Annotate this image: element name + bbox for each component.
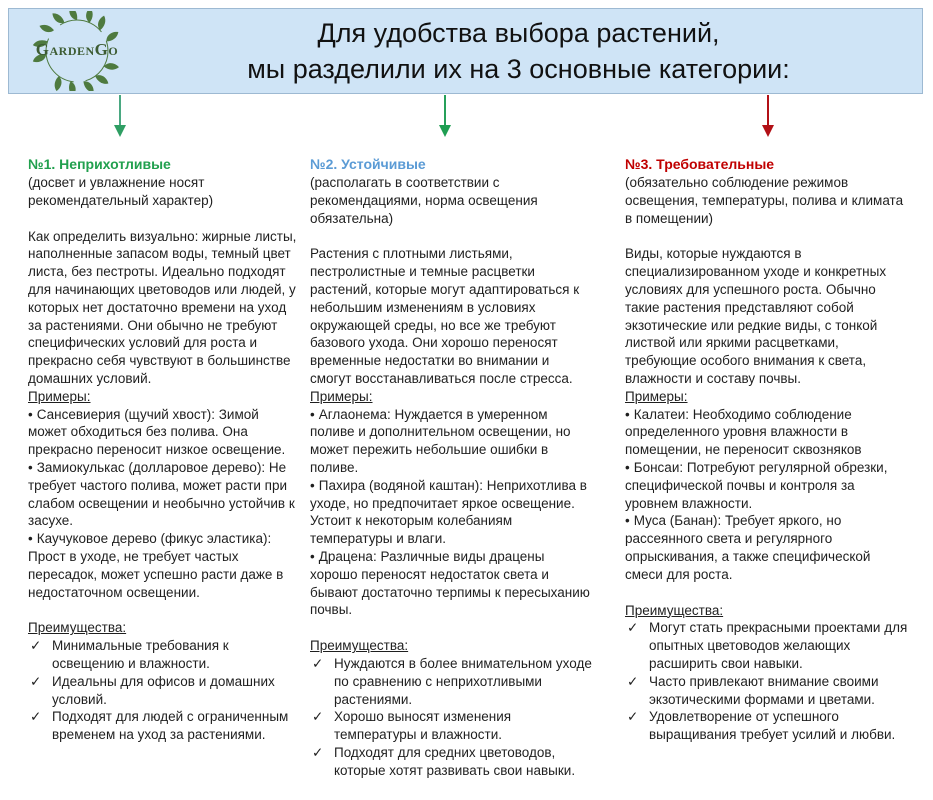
advantage-item	[625, 619, 908, 672]
bullet-icon: •	[310, 548, 315, 564]
category-2-advantages-label: Преимущества:	[310, 638, 409, 654]
check-icon: ✓	[627, 673, 639, 689]
category-3-subheading: (обязательно соблюдение режимов освещения, температуры, полива и климата в помещении)	[625, 175, 904, 226]
category-1-advantages-label: Преимущества:	[28, 620, 127, 636]
bullet-icon: •	[310, 477, 315, 493]
example-item	[310, 406, 592, 477]
example-item	[625, 512, 908, 583]
example-text: Аглаонема: Нуждается в умеренном поливе и дополнительном освещении, но может пережить небольшие ошибки в поливе.	[310, 406, 571, 475]
advantage-text: Часто привлекают внимание своими экзотическими формами и цветами.	[649, 673, 879, 707]
example-text: Бонсаи: Потребуют регулярной обрезки, специфической почвы и контроля за уровнем влажности.	[625, 459, 888, 511]
title-line-2: мы разделили их на 3 основные категории:	[247, 54, 790, 84]
advantage-item	[625, 673, 908, 709]
gardengo-logo	[25, 11, 129, 91]
example-item	[625, 459, 908, 512]
arrow-down-icon-category1	[114, 95, 126, 137]
category-1-heading: №1. Неприхотливые	[28, 156, 171, 172]
example-item	[28, 459, 300, 530]
example-item	[625, 406, 908, 459]
category-1-description: Как определить визуально: жирные листы, наполненные запасом воды, темный цвет листа, без пестроты. Идеально подходят для начинающих цветоводов или людей, у которых нет достаточно времени на уход за растениями. Они обычно не требуют специфических условий для роста и прекрасно себя чувствуют в большинстве домашних условий.	[28, 228, 297, 386]
check-icon: ✓	[30, 638, 42, 654]
category-1-examples-label: Примеры:	[28, 388, 91, 404]
bullet-icon: •	[28, 531, 33, 547]
check-icon: ✓	[312, 709, 324, 725]
example-item	[310, 548, 592, 619]
advantage-text: Хорошо выносят изменения температуры и влажности.	[334, 709, 512, 743]
check-icon: ✓	[627, 620, 639, 636]
advantage-item	[310, 744, 592, 780]
category-2-subheading: (располагать в соответствии с рекомендациями, норма освещения обязательна)	[310, 175, 538, 226]
categories-container	[28, 155, 908, 780]
arrow-down-icon-category3	[762, 95, 774, 137]
bullet-icon: •	[28, 406, 33, 422]
category-3-examples-label: Примеры:	[625, 388, 688, 404]
logo-wordmark: GardenGo	[35, 40, 119, 59]
example-text: Муса (Банан): Требует яркого, но рассеянного света и регулярного опрыскивания, а также специфической смеси для роста.	[625, 513, 871, 582]
bullet-icon: •	[625, 459, 630, 475]
advantage-text: Идеальны для офисов и домашних условий.	[52, 673, 275, 707]
advantage-item	[625, 708, 908, 744]
category-3-advantages-label: Преимущества:	[625, 602, 724, 618]
category-2-description: Растения с плотными листьями, пестролистные и темные расцветки растений, которые могут адаптироваться к небольшим изменениям в условиях окружающей среды, но все же требуют базового ухода. Они хорошо переносят временные недостатки во внимании и смогут восстанавливаться после стресса.	[310, 246, 580, 386]
title-line-1: Для удобства выбора растений,	[317, 18, 720, 48]
advantage-item	[310, 655, 592, 708]
example-item	[28, 406, 300, 459]
category-column-2	[310, 155, 592, 780]
category-3-heading: №3. Требовательные	[625, 156, 775, 172]
check-icon: ✓	[30, 709, 42, 725]
bullet-icon: •	[625, 406, 630, 422]
check-icon: ✓	[312, 744, 324, 760]
check-icon: ✓	[312, 655, 324, 671]
advantage-text: Нуждаются в более внимательном уходе по сравнению с неприхотливыми растениями.	[334, 655, 592, 707]
arrow-down-icon-category2	[439, 95, 451, 137]
bullet-icon: •	[625, 513, 630, 529]
advantage-text: Могут стать прекрасными проектами для опытных цветоводов желающих расширить свои навыки.	[649, 620, 908, 671]
category-1-subheading: (досвет и увлажнение носят рекомендательный характер)	[28, 175, 214, 208]
advantage-text: Подходят для средних цветоводов, которые хотят развивать свои навыки.	[334, 744, 576, 778]
example-text: Калатеи: Необходимо соблюдение определенного уровня влажности в помещении, не переносит сквозняков	[625, 406, 862, 458]
category-2-examples-label: Примеры:	[310, 388, 373, 404]
bullet-icon: •	[310, 406, 315, 422]
category-column-1	[28, 155, 300, 780]
advantage-item	[28, 637, 300, 673]
example-text: Каучуковое дерево (фикус эластика): Прост в уходе, не требует частых пересадок, может успешно расти даже в недостаточном освещении.	[28, 531, 284, 600]
example-item	[28, 530, 300, 601]
check-icon: ✓	[627, 709, 639, 725]
header-banner	[8, 8, 923, 94]
category-3-description: Виды, которые нуждаются в специализированном уходе и конкретных условиях для успешного роста. Обычно такие растения представляют собой экзотические или редкие виды, с тонкой листвой или яркими расцветками, требующие особого внимания к света, влажности и составу почвы.	[625, 246, 887, 386]
advantage-text: Удовлетворение от успешного выращивания требует усилий и любви.	[649, 709, 896, 743]
example-text: Сансевиерия (щучий хвост): Зимой может обходиться без полива. Она прекрасно переносит низкое освещение.	[28, 406, 286, 458]
advantage-item	[310, 708, 592, 744]
example-text: Драцена: Различные виды драцены хорошо переносят недостаток света и бывают достаточно терпимы к пересыханию почвы.	[310, 548, 590, 618]
advantage-text: Подходят для людей с ограниченным временем на уход за растениями.	[52, 709, 289, 743]
example-text: Пахира (водяной каштан): Неприхотлива в уходе, но предпочитает яркое освещение. Устоит к некоторым колебаниям температуры и влаги.	[310, 477, 587, 547]
category-column-3	[625, 155, 908, 780]
example-text: Замиокулькас (долларовое дерево): Не требует частого полива, может расти при слабом освещении и необычно устойчив к засухе.	[28, 459, 295, 529]
bullet-icon: •	[28, 459, 33, 475]
check-icon: ✓	[30, 673, 42, 689]
advantage-text: Минимальные требования к освещению и влажности.	[52, 638, 229, 671]
page-title	[129, 15, 922, 87]
category-2-heading: №2. Устойчивые	[310, 156, 426, 172]
advantage-item	[28, 708, 300, 744]
advantage-item	[28, 673, 300, 709]
example-item	[310, 477, 592, 548]
